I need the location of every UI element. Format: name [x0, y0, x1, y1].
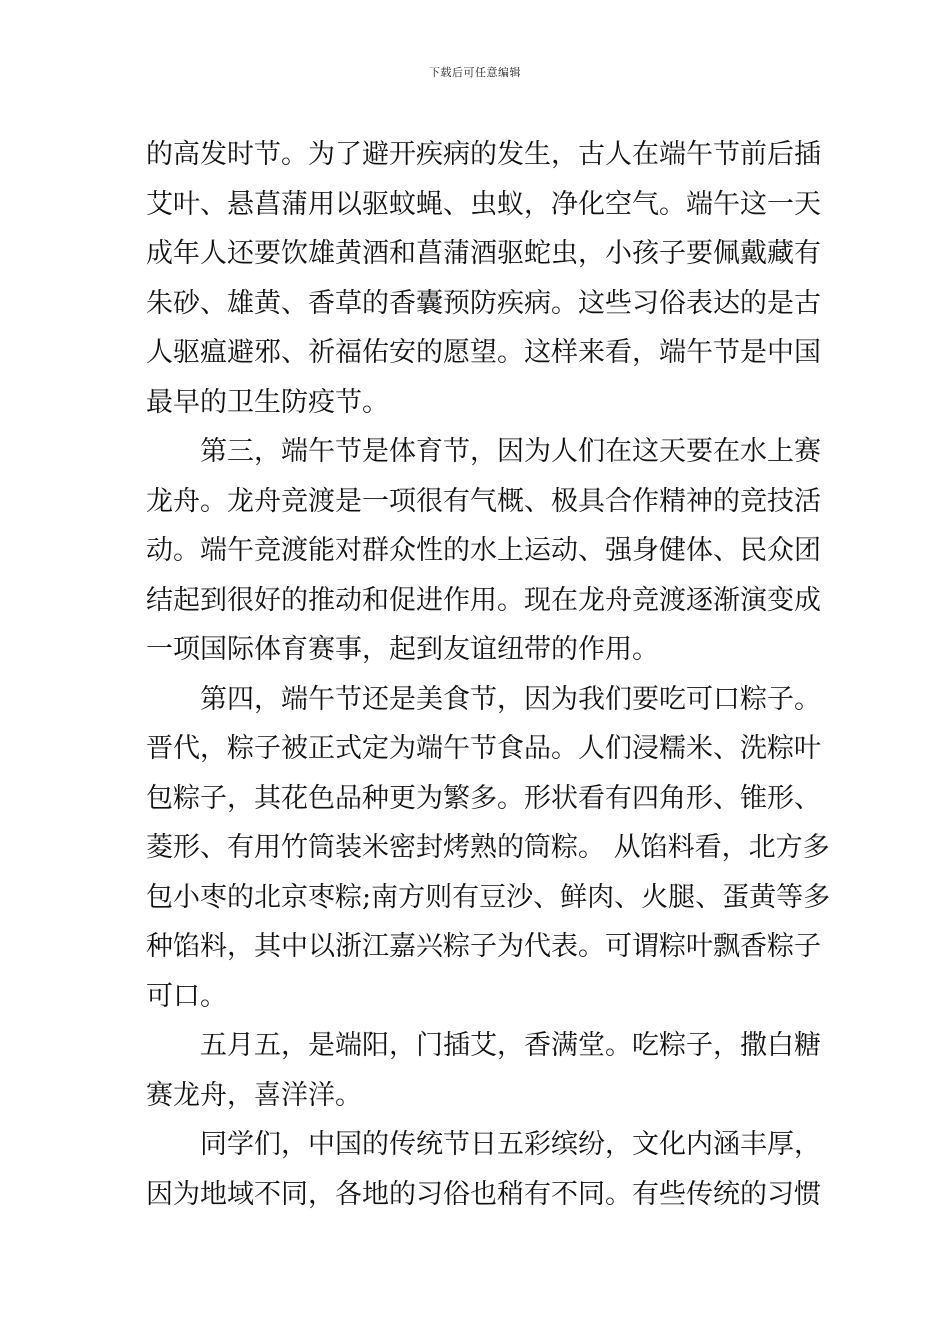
paragraph-4	[146, 1021, 821, 1120]
text-line: 结起到很好的推动和促进作用。现在龙舟竞渡逐渐演变成	[146, 584, 821, 616]
text-line: 第四，端午节还是美食节，因为我们要吃可口粽子。	[146, 683, 821, 715]
paragraph-5	[146, 1120, 821, 1219]
text-line: 龙舟。龙舟竞渡是一项很有气概、极具合作精神的竞技活	[146, 485, 821, 517]
text-line: 成年人还要饮雄黄酒和菖蒲酒驱蛇虫，小孩子要佩戴藏有	[146, 238, 821, 269]
paragraph-2	[146, 427, 821, 675]
text-line: 第三，端午节是体育节，因为人们在这天要在水上赛	[146, 436, 821, 467]
text-line: 晋代，粽子被正式定为端午节食品。人们浸糯米、洗粽叶	[146, 733, 821, 764]
text-line: 动。端午竞渡能对群众性的水上运动、强身健体、民众团	[146, 535, 821, 566]
text-line: 种馅料，其中以浙江嘉兴粽子为代表。可谓粽叶飘香粽子	[146, 931, 821, 962]
text-line: 艾叶、悬菖蒲用以驱蚊蝇、虫蚁，净化空气。端午这一天	[146, 188, 821, 220]
text-line: 一项国际体育赛事，起到友谊纽带的作用。	[146, 634, 659, 665]
text-line: 菱形、有用竹筒装米密封烤熟的筒粽。 从馅料看，北方多	[146, 832, 830, 863]
text-line: 五月五，是端阳，门插艾，香满堂。吃粽子，撒白糖	[146, 1030, 821, 1061]
text-line: 赛龙舟，喜洋洋。	[146, 1079, 362, 1111]
paragraph-3	[146, 675, 831, 1022]
text-line: 包小枣的北京枣粽;南方则有豆沙、鲜肉、火腿、蛋黄等多	[146, 881, 831, 913]
text-line: 包粽子，其花色品种更为繁多。形状看有四角形、锥形、	[146, 782, 821, 814]
paragraph-1	[146, 130, 821, 427]
document-body	[146, 130, 831, 1219]
text-line: 的高发时节。为了避开疾病的发生，古人在端午节前后插	[146, 139, 821, 170]
text-line: 可口。	[146, 980, 227, 1012]
text-line: 人驱瘟避邪、祈福佑安的愿望。这样来看，端午节是中国	[146, 337, 821, 368]
text-line: 最早的卫生防疫节。	[146, 386, 389, 418]
text-line: 朱砂、雄黄、香草的香囊预防疾病。这些习俗表达的是古	[146, 287, 821, 319]
text-line: 同学们，中国的传统节日五彩缤纷，文化内涵丰厚，	[146, 1129, 821, 1160]
text-line: 因为地域不同，各地的习俗也稍有不同。有些传统的习惯	[146, 1178, 821, 1210]
page-header: 下载后可任意编辑	[429, 66, 521, 79]
